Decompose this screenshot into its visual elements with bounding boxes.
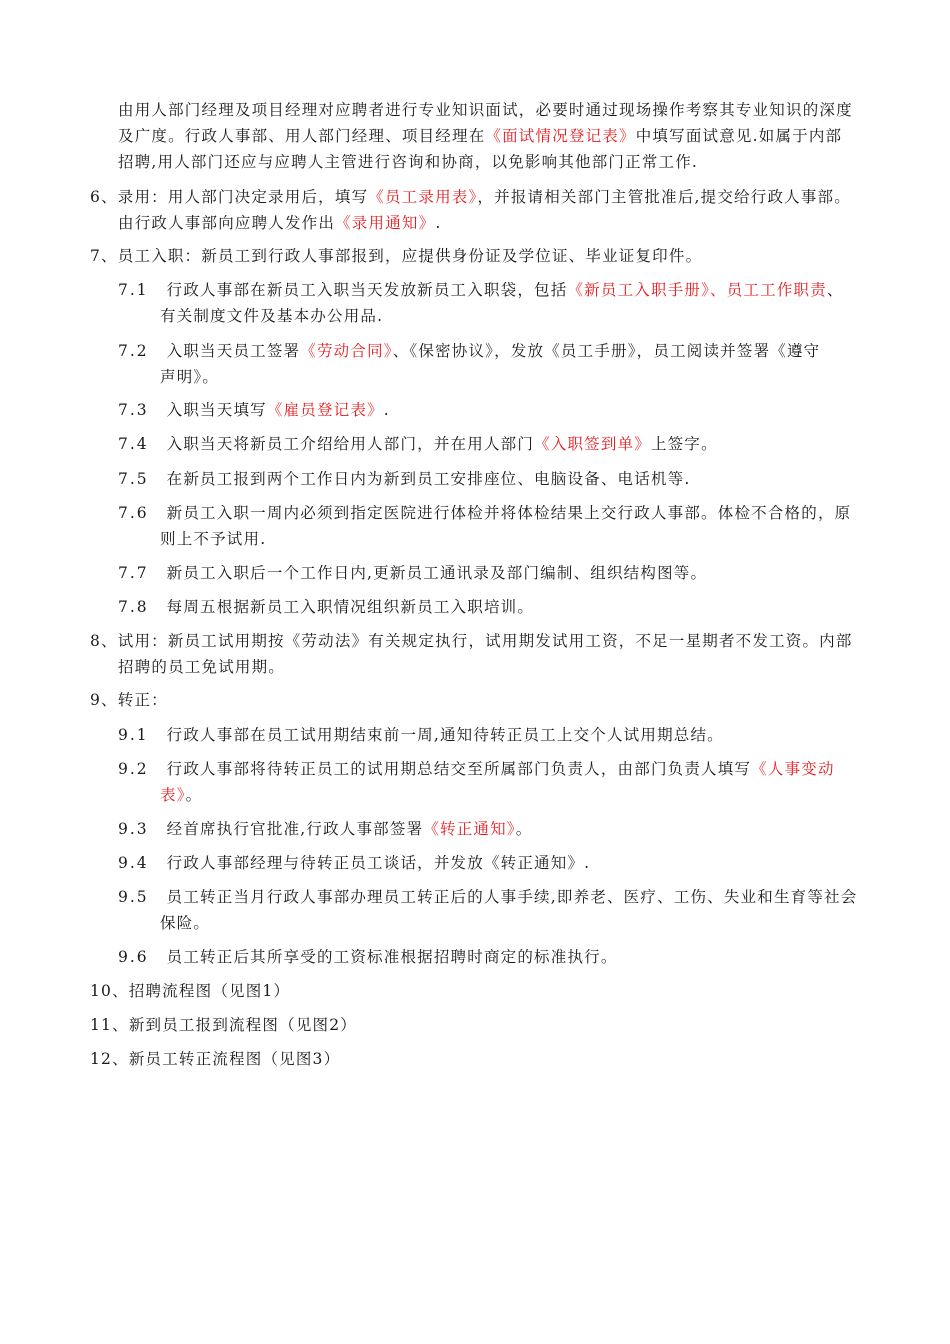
item-12: 12、新员工转正流程图（见图3） (90, 1050, 341, 1068)
form-confirmation-notice: 《转正通知》 (423, 820, 516, 838)
item-7-7: 7.7 新员工入职后一个工作日内,更新员工通讯录及部门编制、组织结构图等。 (118, 564, 708, 582)
item-7-6-line-1: 7.6 新员工入职一周内必须到指定医院进行体检并将体检结果上交行政人事部。体检不合格的，原 (118, 504, 852, 522)
item-9-title: 9、转正： (90, 691, 168, 709)
item-7-8: 7.8 每周五根据新员工入职情况组织新员工入职培训。 (118, 598, 535, 616)
item-10: 10、招聘流程图（见图1） (90, 982, 291, 1000)
item-6-line-2: 由行政人事部向应聘人发作出《录用通知》. (118, 214, 442, 232)
item-7-5: 7.5 在新员工报到两个工作日内为新到员工安排座位、电脑设备、电话机等. (118, 470, 691, 488)
item-9-5-line-1: 9.5 员工转正当月行政人事部办理员工转正后的人事手续,即养老、医疗、工伤、失业和生育等社会 (118, 888, 858, 906)
item-11: 11、新到员工报到流程图（见图2） (90, 1016, 357, 1034)
item-9-4: 9.4 行政人事部经理与待转正员工谈话，并发放《转正通知》. (118, 854, 591, 872)
item-7-3: 7.3 入职当天填写《雇员登记表》. (118, 401, 390, 419)
form-personnel-change: 《人事变动 (751, 760, 835, 778)
form-hire-notice: 《录用通知》 (335, 214, 436, 232)
item-8-line-1: 8、试用：新员工试用期按《劳动法》有关规定执行，试用期发试用工资，不足一星期者不发工资。内部 (90, 632, 853, 650)
item-7-2-line-1: 7.2 入职当天员工签署《劳动合同》、《保密协议》，发放《员工手册》，员工阅读并签署《遵守 (118, 342, 821, 360)
item-9-5-line-2: 保险。 (160, 914, 211, 932)
form-onboarding-signin: 《入职签到单》 (534, 435, 651, 453)
item-7-1-line-1: 7.1 行政人事部在新员工入职当天发放新员工入职袋，包括《新员工入职手册》、员工工作职责、 (118, 281, 844, 299)
form-interview-record: 《面试情况登记表》 (485, 127, 636, 145)
item-9-6: 9.6 员工转正后其所享受的工资标准根据招聘时商定的标准执行。 (118, 948, 618, 966)
item-9-1: 9.1 行政人事部在员工试用期结束前一周,通知待转正员工上交个人试用期总结。 (118, 726, 724, 744)
interview-line-2: 及广度。行政人事部、用人部门经理、项目经理在《面试情况登记表》中填写面试意见.如属于内部 (118, 127, 843, 145)
form-employee-hire: 《员工录用表》 (368, 188, 478, 206)
interview-line-1: 由用人部门经理及项目经理对应聘者进行专业知识面试，必要时通过现场操作考察其专业知识的深度 (118, 101, 853, 119)
item-8-line-2: 招聘的员工免试用期。 (118, 658, 286, 676)
item-9-2-line-2: 表》。 (160, 786, 203, 804)
item-7-title: 7、员工入职：新员工到行政人事部报到，应提供身份证及学位证、毕业证复印件。 (90, 247, 703, 265)
form-employee-register: 《雇员登记表》 (266, 401, 384, 419)
item-7-2-line-2: 声明》。 (160, 368, 220, 386)
item-7-1-line-2: 有关制度文件及基本办公用品. (160, 307, 384, 325)
form-new-hire-handbook: 《新员工入职手册》、员工工作职责 (567, 281, 827, 299)
form-labor-contract: 《劳动合同》 (300, 342, 393, 360)
item-6-line-1: 6、录用：用人部门决定录用后，填写《员工录用表》，并报请相关部门主管批准后,提交给行政人事部。 (90, 188, 851, 206)
item-9-3: 9.3 经首席执行官批准,行政人事部签署《转正通知》。 (118, 820, 533, 838)
item-9-2-line-1: 9.2 行政人事部将待转正员工的试用期总结交至所属部门负责人，由部门负责人填写《人事变动 (118, 760, 835, 778)
item-7-6-line-2: 则上不予试用. (160, 530, 267, 548)
interview-line-3: 招聘,用人部门还应与应聘人主管进行咨询和协商，以免影响其他部门正常工作. (118, 153, 699, 171)
item-7-4: 7.4 入职当天将新员工介绍给用人部门，并在用人部门《入职签到单》上签字。 (118, 435, 718, 453)
